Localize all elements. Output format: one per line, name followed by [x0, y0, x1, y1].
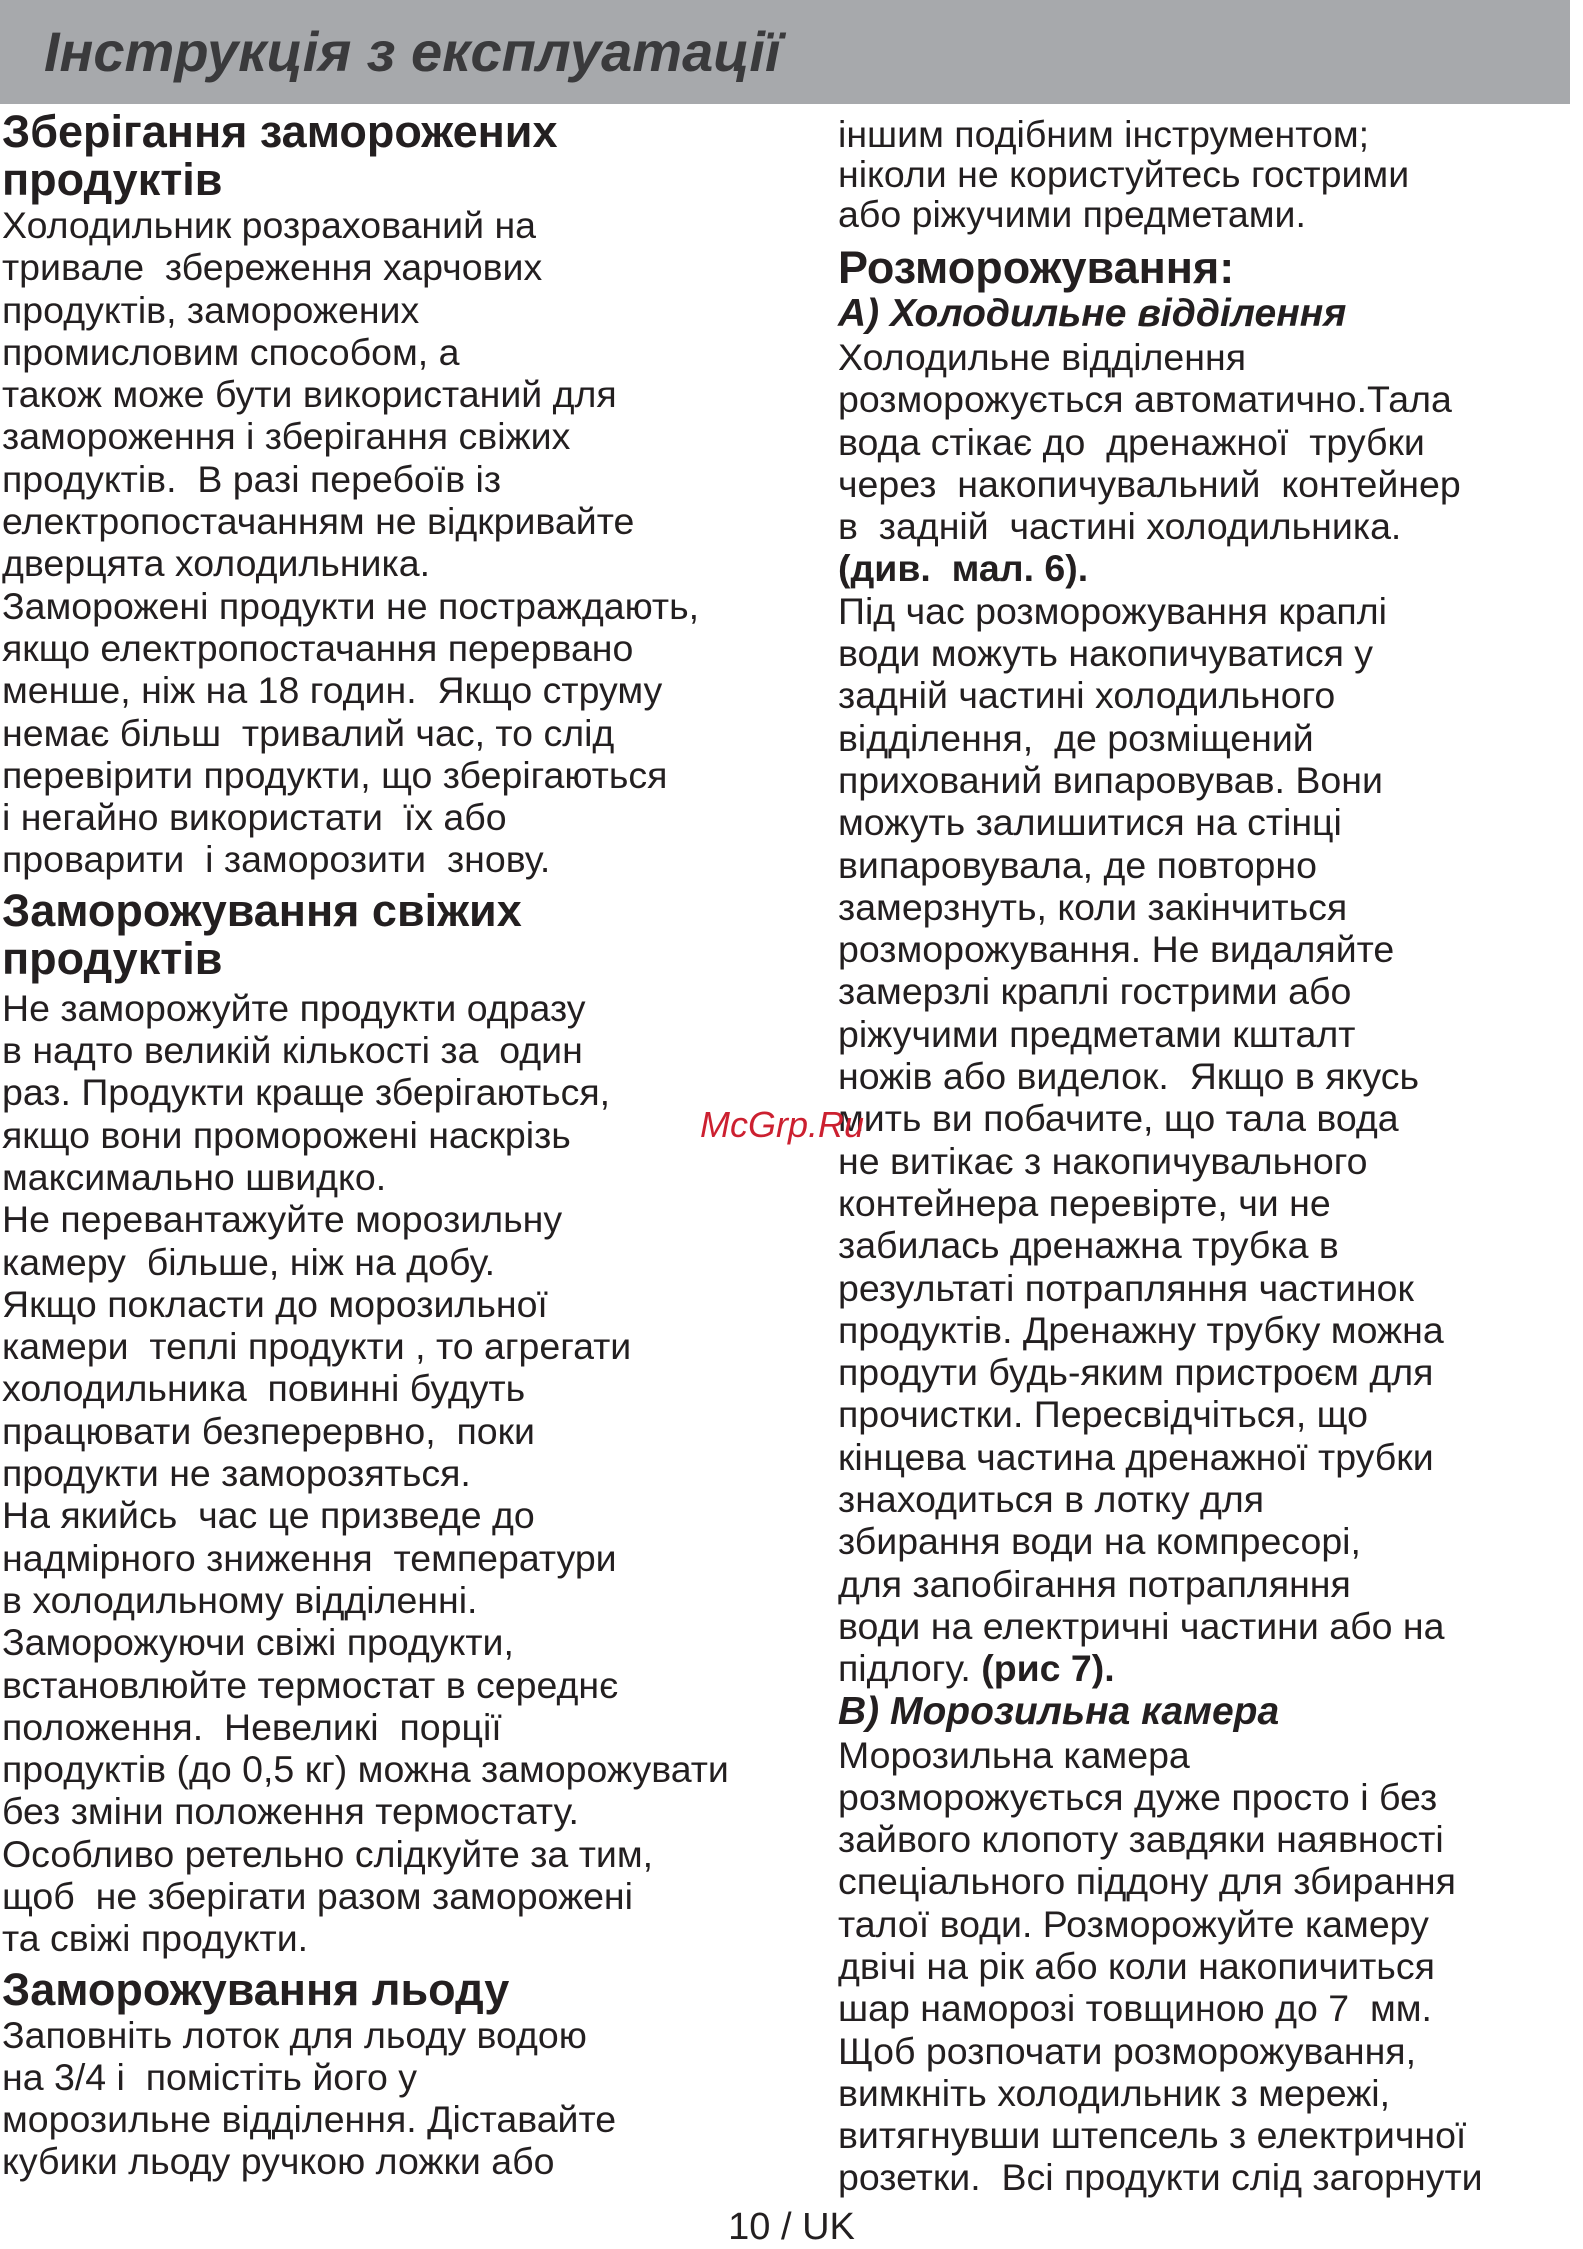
subsection-body-fridge: Холодильне відділення розморожується автоматично.Тала вода стікає до дренажної трубки через накопичувальний контейнер в задній частині холодильника.: [838, 336, 1461, 548]
subsection-body-fridge-2: [838, 590, 1583, 1690]
section-title-defrost: Розморожування:: [838, 242, 1235, 293]
subsection-body-fridge-2-text: Під час розморожування краплі води можуть накопичуватися у задній частині холодильного відділення, де розміщений прихований випаровував. Вони можуть залишитися на стінці випаровувала, де повторно замерзнуть, коли закінчиться розморожування. Не видаляйте замерзлі краплі гострими або ріжучими предметами кшталт ножів або виделок. Якщо в якусь мить ви побачите, що тала вода не витікає з накопичувального контейнера перевірте, чи не забилась дренажна трубка в результаті потрапляння частинок продуктів. Дренажну трубку можна продути будь-яким пристроєм для прочистки. Пересвідчіться, що кінцева частина дренажної трубки знаходиться в лотку для збирання води на компресорі, для запобігання потрапляння води на електричні частини або на підлогу.: [838, 589, 1445, 1690]
section-title-ice: Заморожування льоду: [2, 1963, 510, 2015]
section-body-freezing-fresh: Не заморожуйте продукти одразу в надто великій кількості за один раз. Продукти краще зберігаються, якщо вони проморожені наскрізь максимально швидко. Не перевантажуйте морозильну камеру більше, ніж на добу. Якщо покласти до морозильної камери теплі продукти , то агрегати холодильника повинні будуть працювати безперервно, поки продукти не заморозяться. На якийсь час це призведе до надмірного зниження температури в холодильному відділенні. Заморожуючи свіжі продукти, встановлюйте термостат в середнє положення. Невеликі порції продуктів (до 0,5 кг) можна заморожувати без зміни положення термостату. Особливо ретельно слідкуйте за тим, щоб не зберігати разом заморожені та свіжі продукти.: [2, 986, 729, 1960]
section-title-freezing-fresh: Заморожування свіжих продуктів: [2, 884, 522, 984]
figure-ref-6: [838, 547, 1583, 589]
page-title: Інструкція з експлуатації: [44, 20, 781, 83]
page-number: 10 / UK: [728, 2206, 855, 2248]
subsection-body-freezer: Морозильна камера розморожується дуже просто і без зайвого клопоту завдяки наявності спеціального піддону для збирання талої води. Розморожуйте камеру двічі на рік або коли накопичиться шар наморозі товщиною до 7 мм. Щоб розпочати розморожування, вимкніть холодильник з мережі, витягнувши штепсель з електричної розетки. Всі продукти слід загорнути: [838, 1733, 1483, 2199]
section-body-storing: Холодильник розрахований на тривале збереження харчових продуктів, заморожених промисловим способом, а також може бути використаний для замороження і зберігання свіжих продуктів. В разі перебоїв із електропостачанням не відкривайте дверцята холодильника. Заморожені продукти не постраждають, якщо електропостачання перервано менше, ніж на 18 годин. Якщо струму немає більш тривалий час, то слід перевірити продукти, що зберігаються і негайно використати їх або проварити і заморозити знову.: [2, 204, 700, 881]
section-title-storing: Зберігання заморожених продуктів: [2, 106, 558, 205]
figure-ref-7: (рис 7).: [970, 1647, 1115, 1690]
watermark: McGrp.Ru: [700, 1104, 865, 1145]
section-body-ice: Заповніть лоток для льоду водою на 3/4 і помістіть його у морозильне відділення. Діставайте кубики льоду ручкою ложки або: [2, 2013, 617, 2183]
figure-ref-6-text: (див. мал. 6).: [838, 547, 1089, 590]
continuation-text: іншим подібним інструментом; ніколи не користуйтесь гострими або ріжучими предметами.: [838, 113, 1410, 235]
right-column: [838, 114, 1583, 2199]
subsection-title-fridge: A) Холодильне відділення: [838, 292, 1347, 335]
subsection-title-freezer: B) Морозильна камера: [838, 1689, 1280, 1733]
